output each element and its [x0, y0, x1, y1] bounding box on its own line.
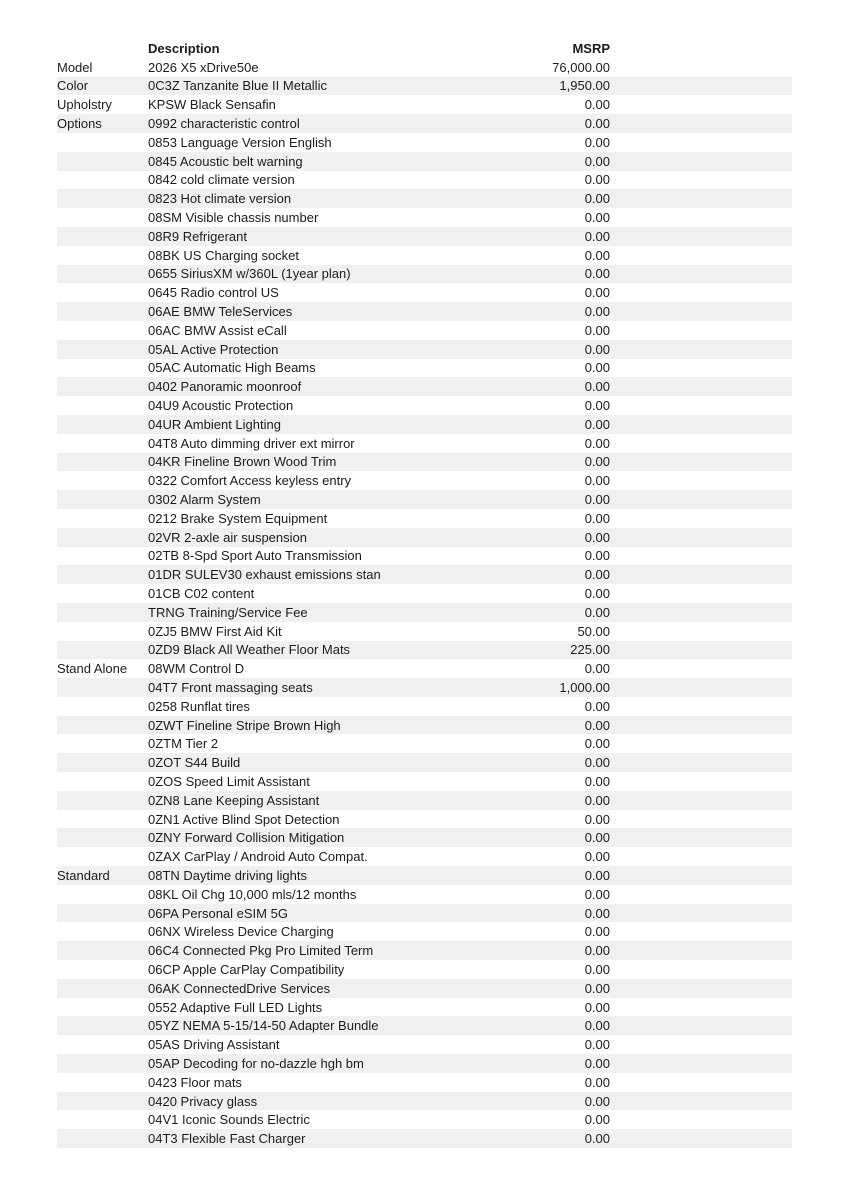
description-cell: 0655 SiriusXM w/360L (1year plan) [148, 266, 351, 282]
description-cell: 0645 Radio control US [148, 285, 279, 301]
msrp-cell: 0.00 [584, 736, 610, 752]
msrp-cell: 0.00 [584, 134, 610, 150]
table-row [57, 941, 792, 960]
description-cell: 01DR SULEV30 exhaust emissions stan [148, 567, 381, 583]
msrp-cell: 0.00 [584, 999, 610, 1015]
table-row [57, 434, 792, 453]
description-cell: 08R9 Refrigerant [148, 228, 247, 244]
msrp-cell: 0.00 [584, 529, 610, 545]
msrp-cell: 0.00 [584, 210, 610, 226]
category-cell: Upholstry [57, 97, 112, 113]
table-row [57, 246, 792, 265]
table-row [57, 528, 792, 547]
msrp-cell: 1,000.00 [559, 679, 610, 695]
table-row [57, 734, 792, 753]
description-cell: 0842 cold climate version [148, 172, 295, 188]
description-cell: 0C3Z Tanzanite Blue II Metallic [148, 78, 327, 94]
table-row [57, 302, 792, 321]
table-row [57, 922, 792, 941]
description-cell: 04T8 Auto dimming driver ext mirror [148, 435, 355, 451]
description-cell: 05YZ NEMA 5-15/14-50 Adapter Bundle [148, 1018, 379, 1034]
description-cell: 06C4 Connected Pkg Pro Limited Term [148, 943, 374, 959]
description-cell: 0423 Floor mats [148, 1074, 242, 1090]
description-cell: 05AS Driving Assistant [148, 1037, 280, 1053]
table-row [57, 227, 792, 246]
description-cell: TRNG Training/Service Fee [148, 604, 308, 620]
table-row [57, 565, 792, 584]
msrp-cell: 0.00 [584, 322, 610, 338]
category-cell: Stand Alone [57, 661, 128, 677]
description-cell: 02TB 8-Spd Sport Auto Transmission [148, 548, 362, 564]
description-cell: 0212 Brake System Equipment [148, 510, 328, 526]
msrp-cell: 0.00 [584, 285, 610, 301]
msrp-cell: 0.00 [584, 97, 610, 113]
msrp-cell: 50.00 [577, 623, 610, 639]
description-cell: 04U9 Acoustic Protection [148, 398, 294, 414]
msrp-cell: 0.00 [584, 172, 610, 188]
msrp-cell: 0.00 [584, 341, 610, 357]
msrp-cell: 76,000.00 [552, 59, 610, 75]
msrp-cell: 0.00 [584, 586, 610, 601]
description-cell: 06NX Wireless Device Charging [148, 924, 334, 940]
description-cell: 05AP Decoding for no-dazzle hgh bm [148, 1055, 364, 1071]
msrp-cell: 0.00 [584, 1112, 610, 1128]
msrp-cell: 0.00 [584, 247, 610, 263]
table-row [57, 641, 792, 660]
description-cell: 02VR 2-axle air suspension [148, 529, 307, 545]
table-row [57, 1073, 792, 1092]
msrp-cell: 0.00 [584, 398, 610, 414]
table-row [57, 189, 792, 208]
description-cell: 05AC Automatic High Beams [148, 360, 316, 376]
table-row [57, 753, 792, 772]
msrp-cell: 0.00 [584, 548, 610, 564]
msrp-cell: 1,950.00 [559, 78, 610, 94]
msrp-cell: 0.00 [584, 980, 610, 996]
msrp-cell: 0.00 [584, 773, 610, 789]
table-body [57, 58, 792, 1148]
msrp-cell: 0.00 [584, 473, 610, 489]
description-cell: 08TN Daytime driving lights [148, 867, 307, 883]
description-cell: 0ZTM Tier 2 [148, 736, 219, 752]
description-cell: 0ZN1 Active Blind Spot Detection [148, 811, 340, 827]
description-cell: 0322 Comfort Access keyless entry [148, 473, 352, 489]
description-cell: 08SM Visible chassis number [148, 210, 319, 226]
msrp-cell: 0.00 [584, 454, 610, 470]
description-cell: 08BK US Charging socket [148, 247, 300, 263]
msrp-cell: 0.00 [584, 717, 610, 733]
table-row [57, 133, 792, 152]
description-cell: 01CB C02 content [148, 586, 255, 601]
msrp-cell: 0.00 [584, 153, 610, 169]
table-row [57, 114, 792, 133]
msrp-cell: 0.00 [584, 905, 610, 921]
description-cell: 0402 Panoramic moonroof [148, 379, 302, 395]
table-row [57, 716, 792, 735]
table-row [57, 584, 792, 603]
description-cell: 06PA Personal eSIM 5G [148, 905, 288, 921]
msrp-cell: 0.00 [584, 492, 610, 508]
msrp-cell: 0.00 [584, 416, 610, 432]
vehicle-options-table [57, 39, 792, 1148]
category-cell: Options [57, 116, 102, 132]
table-row [57, 1129, 792, 1148]
msrp-cell: 0.00 [584, 849, 610, 865]
description-cell: 06AC BMW Assist eCall [148, 322, 287, 338]
table-row [57, 866, 792, 885]
table-row [57, 622, 792, 641]
msrp-cell: 0.00 [584, 604, 610, 620]
table-row [57, 603, 792, 622]
description-cell: 05AL Active Protection [148, 341, 279, 357]
table-row [57, 885, 792, 904]
description-cell: 0845 Acoustic belt warning [148, 153, 303, 169]
msrp-cell: 0.00 [584, 191, 610, 207]
table-row [57, 471, 792, 490]
description-cell: 08WM Control D [148, 661, 245, 677]
table-row [57, 377, 792, 396]
description-cell: 0420 Privacy glass [148, 1093, 258, 1109]
table-row [57, 810, 792, 829]
description-cell: 06CP Apple CarPlay Compatibility [148, 961, 345, 977]
msrp-cell: 225.00 [570, 642, 610, 658]
msrp-cell: 0.00 [584, 1093, 610, 1109]
msrp-cell: 0.00 [584, 867, 610, 883]
description-cell: KPSW Black Sensafin [148, 97, 276, 113]
description-cell: 0992 characteristic control [148, 116, 300, 132]
table-row [57, 77, 792, 96]
msrp-cell: 0.00 [584, 943, 610, 959]
description-cell: 06AE BMW TeleServices [148, 304, 293, 320]
table-row [57, 359, 792, 378]
msrp-cell: 0.00 [584, 1055, 610, 1071]
msrp-cell: 0.00 [584, 830, 610, 846]
table-row [57, 321, 792, 340]
table-row [57, 265, 792, 284]
table-row [57, 960, 792, 979]
description-cell: 2026 X5 xDrive50e [148, 59, 259, 75]
description-cell: 0302 Alarm System [148, 492, 261, 508]
table-row [57, 659, 792, 678]
msrp-cell: 0.00 [584, 961, 610, 977]
msrp-cell: 0.00 [584, 1037, 610, 1053]
table-row [57, 453, 792, 472]
table-row [57, 904, 792, 923]
description-cell: 04KR Fineline Brown Wood Trim [148, 454, 337, 470]
description-cell: 0ZAX CarPlay / Android Auto Compat. [148, 849, 368, 865]
description-cell: 0823 Hot climate version [148, 191, 292, 207]
table-row [57, 58, 792, 77]
msrp-cell: 0.00 [584, 567, 610, 583]
description-cell: 06AK ConnectedDrive Services [148, 980, 331, 996]
table-header-row [57, 39, 792, 58]
table-row [57, 979, 792, 998]
msrp-column-header: MSRP [572, 40, 610, 56]
description-column-header: Description [148, 40, 220, 56]
table-row [57, 340, 792, 359]
msrp-cell: 0.00 [584, 886, 610, 902]
table-row [57, 697, 792, 716]
msrp-cell: 0.00 [584, 228, 610, 244]
msrp-cell: 0.00 [584, 698, 610, 714]
description-cell: 0ZD9 Black All Weather Floor Mats [148, 642, 351, 658]
msrp-cell: 0.00 [584, 1131, 610, 1147]
description-cell: 04V1 Iconic Sounds Electric [148, 1112, 310, 1128]
description-cell: 0ZN8 Lane Keeping Assistant [148, 792, 320, 808]
table-row [57, 490, 792, 509]
description-cell: 0ZNY Forward Collision Mitigation [148, 830, 345, 846]
msrp-cell: 0.00 [584, 1018, 610, 1034]
table-row [57, 828, 792, 847]
table-row [57, 1054, 792, 1073]
msrp-cell: 0.00 [584, 304, 610, 320]
msrp-cell: 0.00 [584, 811, 610, 827]
table-row [57, 772, 792, 791]
category-cell: Color [57, 78, 89, 94]
description-cell: 0552 Adaptive Full LED Lights [148, 999, 323, 1015]
description-cell: 0258 Runflat tires [148, 698, 250, 714]
table-row [57, 152, 792, 171]
table-row [57, 396, 792, 415]
description-cell: 0ZWT Fineline Stripe Brown High [148, 717, 341, 733]
table-row [57, 1110, 792, 1129]
table-row [57, 208, 792, 227]
description-cell: 08KL Oil Chg 10,000 mls/12 months [148, 886, 357, 902]
table-row [57, 847, 792, 866]
table-row [57, 678, 792, 697]
msrp-cell: 0.00 [584, 435, 610, 451]
msrp-cell: 0.00 [584, 1074, 610, 1090]
msrp-cell: 0.00 [584, 510, 610, 526]
description-cell: 04T7 Front massaging seats [148, 679, 313, 695]
table-row [57, 95, 792, 114]
table-row [57, 791, 792, 810]
msrp-cell: 0.00 [584, 792, 610, 808]
table-row [57, 509, 792, 528]
category-cell: Model [57, 59, 93, 75]
msrp-cell: 0.00 [584, 661, 610, 677]
msrp-cell: 0.00 [584, 266, 610, 282]
table-row [57, 1035, 792, 1054]
table-row [57, 283, 792, 302]
table-row [57, 1016, 792, 1035]
msrp-cell: 0.00 [584, 360, 610, 376]
description-cell: 04T3 Flexible Fast Charger [148, 1131, 306, 1147]
description-cell: 0853 Language Version English [148, 134, 332, 150]
description-cell: 0ZOT S44 Build [148, 755, 241, 771]
msrp-cell: 0.00 [584, 379, 610, 395]
description-cell: 0ZOS Speed Limit Assistant [148, 773, 310, 789]
category-cell: Standard [57, 867, 110, 883]
table-row [57, 1092, 792, 1111]
table-row [57, 171, 792, 190]
description-cell: 0ZJ5 BMW First Aid Kit [148, 623, 282, 639]
msrp-cell: 0.00 [584, 924, 610, 940]
description-cell: 04UR Ambient Lighting [148, 416, 281, 432]
msrp-cell: 0.00 [584, 116, 610, 132]
table-row [57, 998, 792, 1017]
table-row [57, 547, 792, 566]
table-row [57, 415, 792, 434]
msrp-cell: 0.00 [584, 755, 610, 771]
